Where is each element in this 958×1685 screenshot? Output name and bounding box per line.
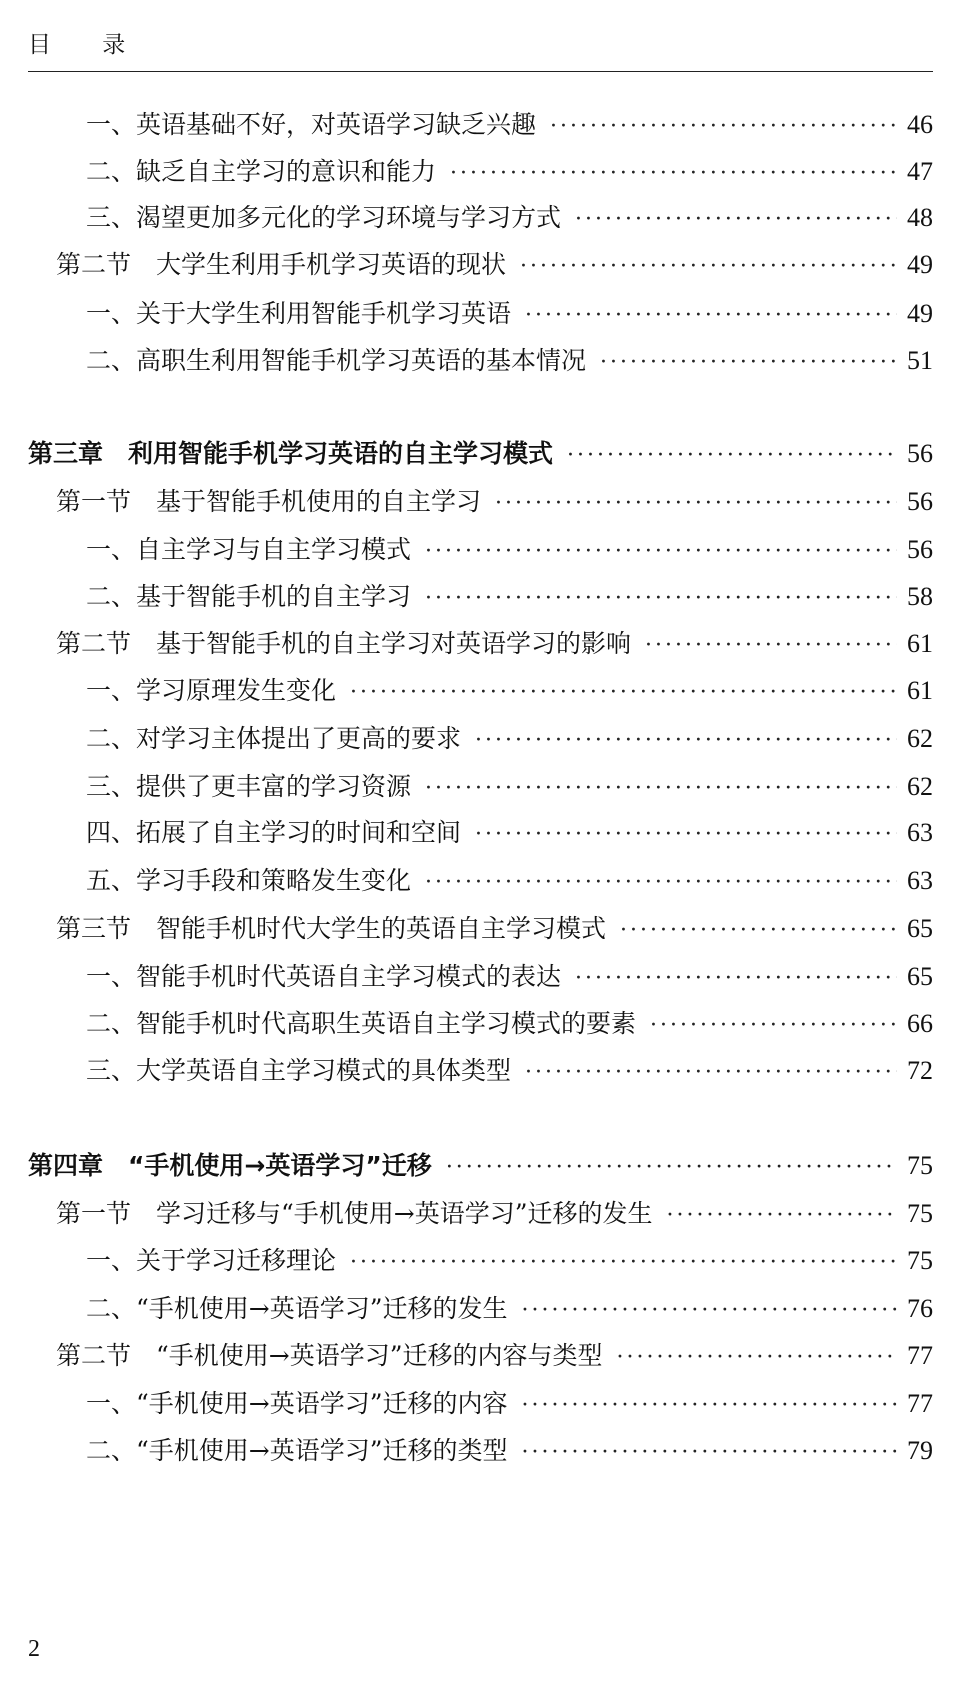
dot-leader [495, 484, 897, 524]
dot-leader [350, 1243, 897, 1283]
toc-entry-title: 第二节 基于智能手机的自主学习对英语学习的影响 [56, 629, 632, 658]
toc-entry-page: 62 [907, 724, 933, 753]
dot-leader [550, 107, 897, 147]
toc-entry-title: 四、拓展了自主学习的时间和空间 [86, 818, 462, 847]
toc-entry-page: 56 [907, 487, 933, 516]
toc-chapter-entry [28, 434, 933, 474]
toc-section-entry [28, 482, 933, 522]
toc-entry-title: 二、“手机使用→英语学习”迁移的发生 [86, 1294, 508, 1323]
dot-leader [522, 1291, 897, 1331]
toc-subsection-entry [28, 105, 933, 145]
toc-entry-page: 77 [907, 1341, 933, 1370]
toc-entry-title: 二、“手机使用→英语学习”迁移的类型 [86, 1436, 508, 1465]
toc-subsection-entry [28, 861, 933, 901]
dot-leader [475, 721, 897, 761]
toc-entry-page: 47 [907, 157, 933, 186]
toc-entry-title: 一、“手机使用→英语学习”迁移的内容 [86, 1389, 508, 1418]
toc-subsection-entry [28, 341, 933, 381]
toc-entry-title: 三、渴望更加多元化的学习环境与学习方式 [86, 203, 562, 232]
dot-leader [475, 815, 897, 855]
toc-entry-page: 61 [907, 629, 933, 658]
toc-entry-title: 第一节 学习迁移与“手机使用→英语学习”迁移的发生 [56, 1199, 653, 1228]
toc-entry-page: 75 [907, 1199, 933, 1228]
toc-subsection-entry [28, 1431, 933, 1471]
dot-leader [650, 1006, 897, 1046]
toc-subsection-entry [28, 152, 933, 192]
toc-subsection-entry [28, 198, 933, 238]
dot-leader [425, 769, 897, 809]
toc-entry-title: 第二节 “手机使用→英语学习”迁移的内容与类型 [56, 1341, 603, 1370]
dot-leader [450, 154, 897, 194]
dot-leader [525, 296, 897, 336]
toc-subsection-entry [28, 671, 933, 711]
toc-subsection-entry [28, 1384, 933, 1424]
toc-entry-title: 一、关于大学生利用智能手机学习英语 [86, 299, 512, 328]
page-header-title: 目 录 [28, 32, 148, 58]
toc-entry-page: 51 [907, 346, 933, 375]
toc-section-entry [28, 909, 933, 949]
toc-subsection-entry [28, 1004, 933, 1044]
toc-entry-page: 65 [907, 914, 933, 943]
toc-section-entry [28, 1336, 933, 1376]
toc-entry-title: 一、自主学习与自主学习模式 [86, 535, 412, 564]
toc-entry-title: 一、关于学习迁移理论 [86, 1246, 337, 1275]
toc-entry-title: 第一节 基于智能手机使用的自主学习 [56, 487, 482, 516]
toc-section-entry [28, 1194, 933, 1234]
dot-leader [667, 1196, 897, 1236]
dot-leader [617, 1338, 897, 1378]
toc-entry-title: 二、对学习主体提出了更高的要求 [86, 724, 462, 753]
dot-leader [567, 436, 897, 476]
toc-entry-page: 63 [907, 818, 933, 847]
dot-leader [600, 343, 897, 383]
toc-entry-page: 79 [907, 1436, 933, 1465]
toc-entry-page: 48 [907, 203, 933, 232]
toc-entry-title: 五、学习手段和策略发生变化 [86, 866, 412, 895]
toc-entry-page: 46 [907, 110, 933, 139]
toc-subsection-entry [28, 813, 933, 853]
dot-leader [522, 1386, 897, 1426]
dot-leader [425, 532, 897, 572]
toc-entry-title: 一、智能手机时代英语自主学习模式的表达 [86, 962, 562, 991]
dot-leader [525, 1053, 897, 1093]
toc-entry-page: 75 [907, 1246, 933, 1275]
toc-entry-title: 第四章 “手机使用→英语学习”迁移 [28, 1151, 432, 1180]
toc-entry-title: 二、智能手机时代高职生英语自主学习模式的要素 [86, 1009, 637, 1038]
toc-entry-title: 一、学习原理发生变化 [86, 676, 337, 705]
toc-entry-page: 56 [907, 439, 933, 468]
dot-leader [522, 1433, 897, 1473]
toc-entry-title: 二、缺乏自主学习的意识和能力 [86, 157, 437, 186]
toc-subsection-entry [28, 577, 933, 617]
toc-entry-page: 61 [907, 676, 933, 705]
toc-subsection-entry [28, 767, 933, 807]
toc-entry-page: 58 [907, 582, 933, 611]
toc-entry-page: 66 [907, 1009, 933, 1038]
toc-entry-title: 第二节 大学生利用手机学习英语的现状 [56, 250, 507, 279]
toc-entry-page: 72 [907, 1056, 933, 1085]
dot-leader [446, 1148, 897, 1188]
dot-leader [645, 626, 897, 666]
toc-entry-title: 一、英语基础不好，对英语学习缺乏兴趣 [86, 110, 537, 139]
toc-entry-page: 63 [907, 866, 933, 895]
toc-entry-title: 二、高职生利用智能手机学习英语的基本情况 [86, 346, 587, 375]
dot-leader [575, 200, 897, 240]
toc-entry-title: 三、大学英语自主学习模式的具体类型 [86, 1056, 512, 1085]
toc-subsection-entry [28, 1289, 933, 1329]
toc-entry-title: 第三节 智能手机时代大学生的英语自主学习模式 [56, 914, 607, 943]
toc-entry-page: 49 [907, 299, 933, 328]
dot-leader [425, 863, 897, 903]
toc-entry-page: 76 [907, 1294, 933, 1323]
toc-section-entry [28, 245, 933, 285]
toc-entry-title: 二、基于智能手机的自主学习 [86, 582, 412, 611]
toc-entry-title: 三、提供了更丰富的学习资源 [86, 772, 412, 801]
page-number: 2 [28, 1636, 40, 1662]
toc-entry-page: 77 [907, 1389, 933, 1418]
toc-entry-page: 75 [907, 1151, 933, 1180]
toc-entry-page: 62 [907, 772, 933, 801]
dot-leader [350, 673, 897, 713]
toc-subsection-entry [28, 294, 933, 334]
dot-leader [620, 911, 897, 951]
toc-subsection-entry [28, 1051, 933, 1091]
toc-chapter-entry [28, 1146, 933, 1186]
dot-leader [425, 579, 897, 619]
toc-entry-title: 第三章 利用智能手机学习英语的自主学习模式 [28, 439, 554, 468]
toc-entry-page: 49 [907, 250, 933, 279]
toc-subsection-entry [28, 530, 933, 570]
toc-subsection-entry [28, 719, 933, 759]
dot-leader [520, 247, 897, 287]
toc-entry-page: 65 [907, 962, 933, 991]
toc-section-entry [28, 624, 933, 664]
toc-entry-page: 56 [907, 535, 933, 564]
toc-subsection-entry [28, 957, 933, 997]
toc-subsection-entry [28, 1241, 933, 1281]
dot-leader [575, 959, 897, 999]
